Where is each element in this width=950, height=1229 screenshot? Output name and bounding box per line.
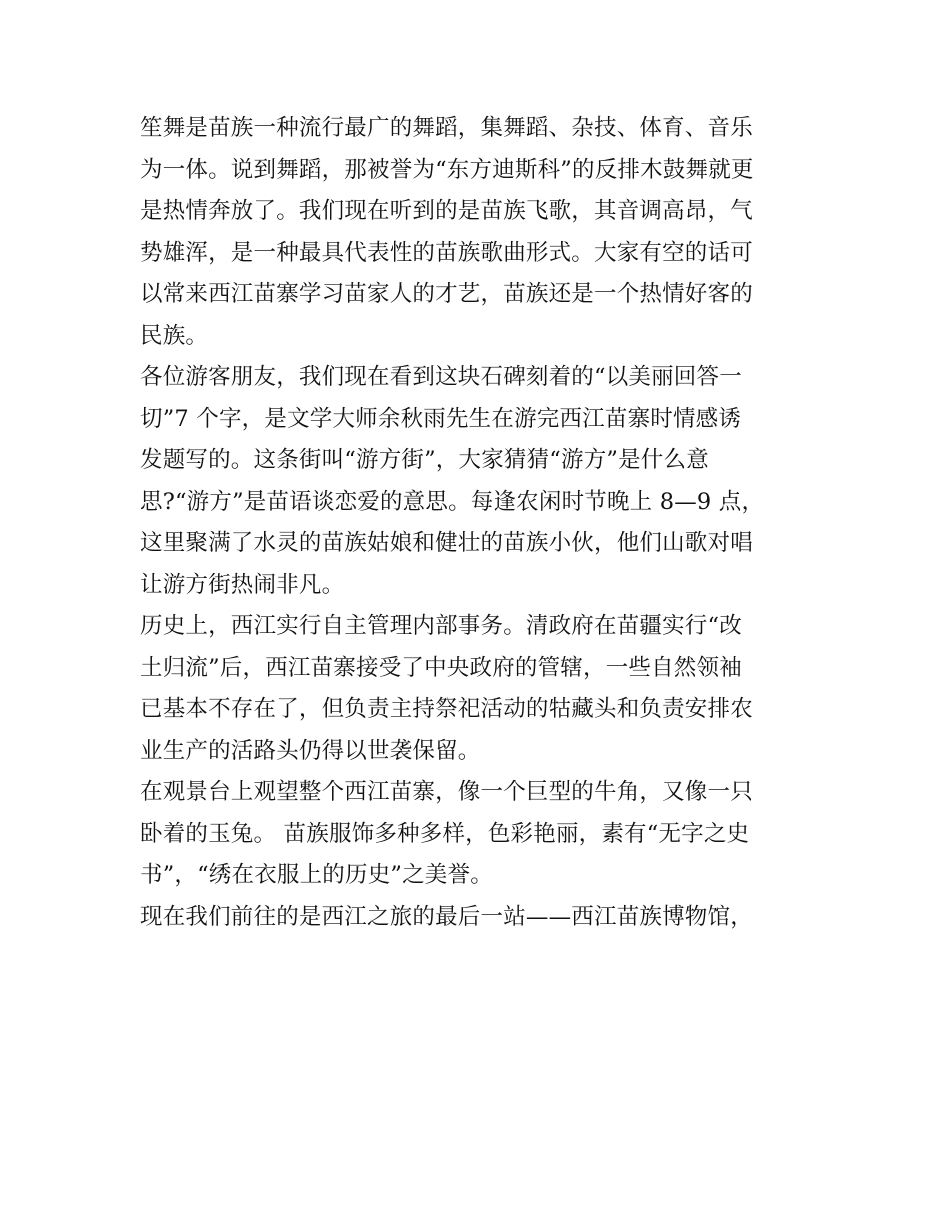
- text-line: 现在我们前往的是西江之旅的最后一站——西江苗族博物馆，: [140, 903, 753, 930]
- text-line: 这里聚满了水灵的苗族姑娘和健壮的苗族小伙，他们山歌对唱: [140, 530, 753, 556]
- text-line: 为一体。说到舞蹈，那被誉为“东方迪斯科”的反排木鼓舞就更: [140, 156, 754, 183]
- text-line: 是热情奔放了。我们现在听到的是苗族飞歌，其音调高昂，气: [140, 198, 753, 224]
- text-line: 切”7 个字，是文学大师余秋雨先生在游完西江苗寨时情感诱: [140, 405, 742, 432]
- document-body: [140, 108, 820, 938]
- text-line: 在观景台上观望整个西江苗寨，像一个巨型的牛角，又像一只: [140, 779, 753, 805]
- text-line: 民族。: [140, 322, 209, 349]
- text-line: 书”，“绣在衣服上的历史”之美誉。: [140, 862, 493, 888]
- text-line: 让游方街热闹非凡。: [140, 571, 345, 598]
- text-line: 历史上，西江实行自主管理内部事务。清政府在苗疆实行“改: [140, 613, 742, 639]
- text-line: 土归流”后，西江苗寨接受了中央政府的管辖，一些自然领袖: [140, 654, 742, 681]
- text-line: 势雄浑，是一种最具代表性的苗族歌曲形式。大家有空的话可: [140, 239, 753, 266]
- text-line: 以常来西江苗寨学习苗家人的才艺，苗族还是一个热情好客的: [140, 281, 753, 307]
- text-line: 笙舞是苗族一种流行最广的舞蹈，集舞蹈、杂技、体育、音乐: [140, 115, 753, 141]
- text-line: 发题写的。这条街叫“游方街”，大家猜猜“游方”是什么意: [140, 447, 709, 473]
- text-line: 各位游客朋友，我们现在看到这块石碑刻着的“以美丽回答一: [140, 364, 742, 390]
- text-line: 业生产的活路头仍得以世袭保留。: [140, 737, 481, 764]
- text-line: 思?“游方”是苗语谈恋爱的意思。每逢农闲时节晚上 8—9 点，: [140, 488, 765, 515]
- text-line: 已基本不存在了，但负责主持祭祀活动的牯藏头和负责安排农: [140, 696, 753, 722]
- text-line: 卧着的玉兔。 苗族服饰多种多样，色彩艳丽，素有“无字之史: [140, 820, 750, 847]
